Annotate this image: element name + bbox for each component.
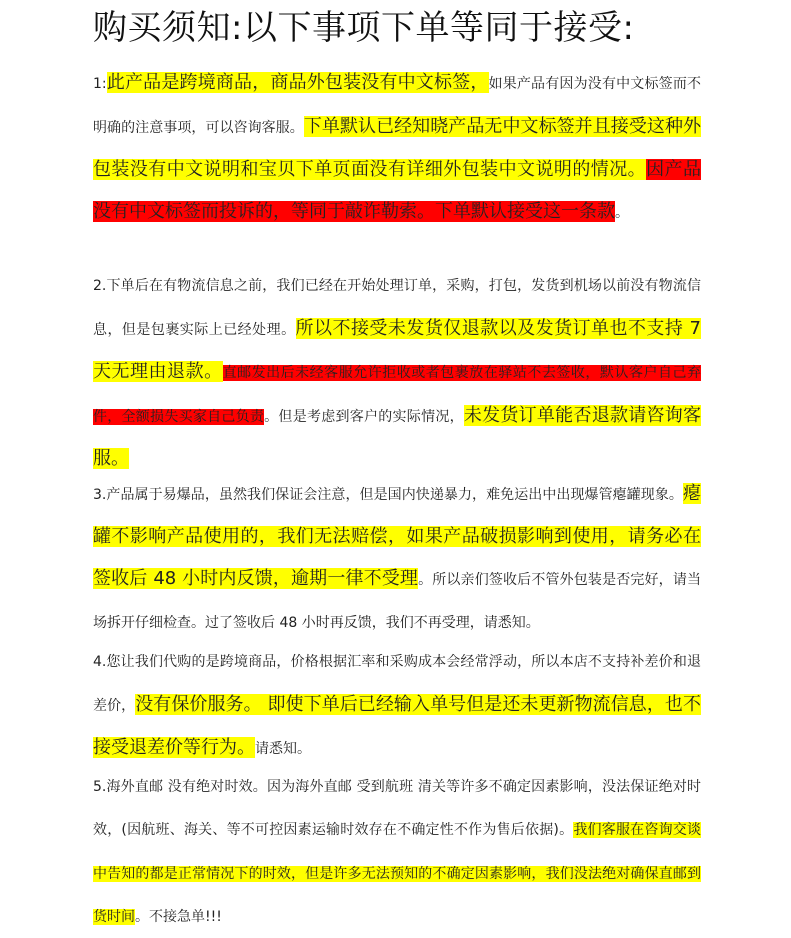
p1-number: 1: xyxy=(93,76,107,92)
p4-text-price: 4.您让我们代购的是跨境商品，价格根据汇率和采购成本会经常浮动，所以本店不支持补差价和退差价， xyxy=(93,654,701,714)
p5-text-timing: 5.海外直邮 没有绝对时效。因为海外直邮 受到航班 清关等许多不确定因素影响，没法保证绝对时效，(因航班、海关、等不可控因素运输时效存在不确定性不作为售后依据)。 xyxy=(93,779,701,839)
p5-highlight-delivery-time: 我们客服在咨询交谈中告知的都是正常情况下的时效，但是许多无法预知的不确定因素影响，我们没法绝对确保直邮到货时间 xyxy=(93,822,702,925)
notice-paragraph-5 xyxy=(93,765,701,938)
notice-paragraph-3 xyxy=(93,473,701,644)
p1-warning-extortion: 因产品没有中文标签而投诉的，等同于敲诈勒索。下单默认接受这一条款 xyxy=(93,159,701,222)
p4-text-note: 请悉知。 xyxy=(255,741,311,757)
p3-text-inspect: 。所以亲们签收后不管外包装是否完好，请当场拆开仔细检查。过了签收后 48 小时再反馈，我们不再受理，请悉知。 xyxy=(93,571,701,631)
p5-text-no-rush: 。不接急单!!! xyxy=(135,908,222,925)
notice-paragraph-4 xyxy=(93,640,701,771)
notice-paragraph-2 xyxy=(93,264,701,480)
p2-text-consider: 。但是考虑到客户的实际情况， xyxy=(264,408,464,425)
p2-highlight-consult-refund: 未发货订单能否退款请咨询客服。 xyxy=(93,404,702,469)
p2-warning-refuse-parcel: 直邮发出后未经客服允许拒收或者包裹放在驿站不去签收，默认客户自己弃件，全额损失买家自己负责 xyxy=(93,365,702,425)
p4-highlight-no-price-protection: 没有保价服务。 即使下单后已经输入单号但是还未更新物流信息，也不接受退差价等行为。 xyxy=(93,693,702,758)
p3-highlight-48h-feedback: 瘪罐不影响产品使用的，我们无法赔偿，如果产品破损影响到使用，请务必在签收后 48 小时内反馈，逾期一律不受理 xyxy=(93,483,701,589)
page-title: 购买须知:以下事项下单等同于接受: xyxy=(93,8,635,48)
p1-highlight-default-accept: 下单默认已经知晓产品无中文标签并且接受这种外包装没有中文说明和宝贝下单页面没有详细外包装中文说明的情况。 xyxy=(93,115,702,180)
p1-period: 。 xyxy=(615,204,629,221)
p2-highlight-no-refund: 所以不接受未发货仅退款以及发货订单也不支持 7 天无理由退款。 xyxy=(93,317,702,382)
p1-highlight-no-chinese-label: 此产品是跨境商品，商品外包装没有中文标签， xyxy=(106,72,489,93)
p2-text-processing: 2.下单后在有物流信息之前，我们已经在开始处理订单，采购，打包，发货到机场以前没有物流信息，但是包裹实际上已经处理。 xyxy=(93,278,701,338)
p1-text-consult: 如果产品有因为没有中文标签而不明确的注意事项，可以咨询客服。 xyxy=(93,76,702,136)
p3-text-fragile: 3.产品属于易爆品，虽然我们保证会注意，但是国内快递暴力，难免运出中出现爆管瘪罐现象。 xyxy=(93,487,683,503)
notice-paragraph-1 xyxy=(93,62,701,234)
